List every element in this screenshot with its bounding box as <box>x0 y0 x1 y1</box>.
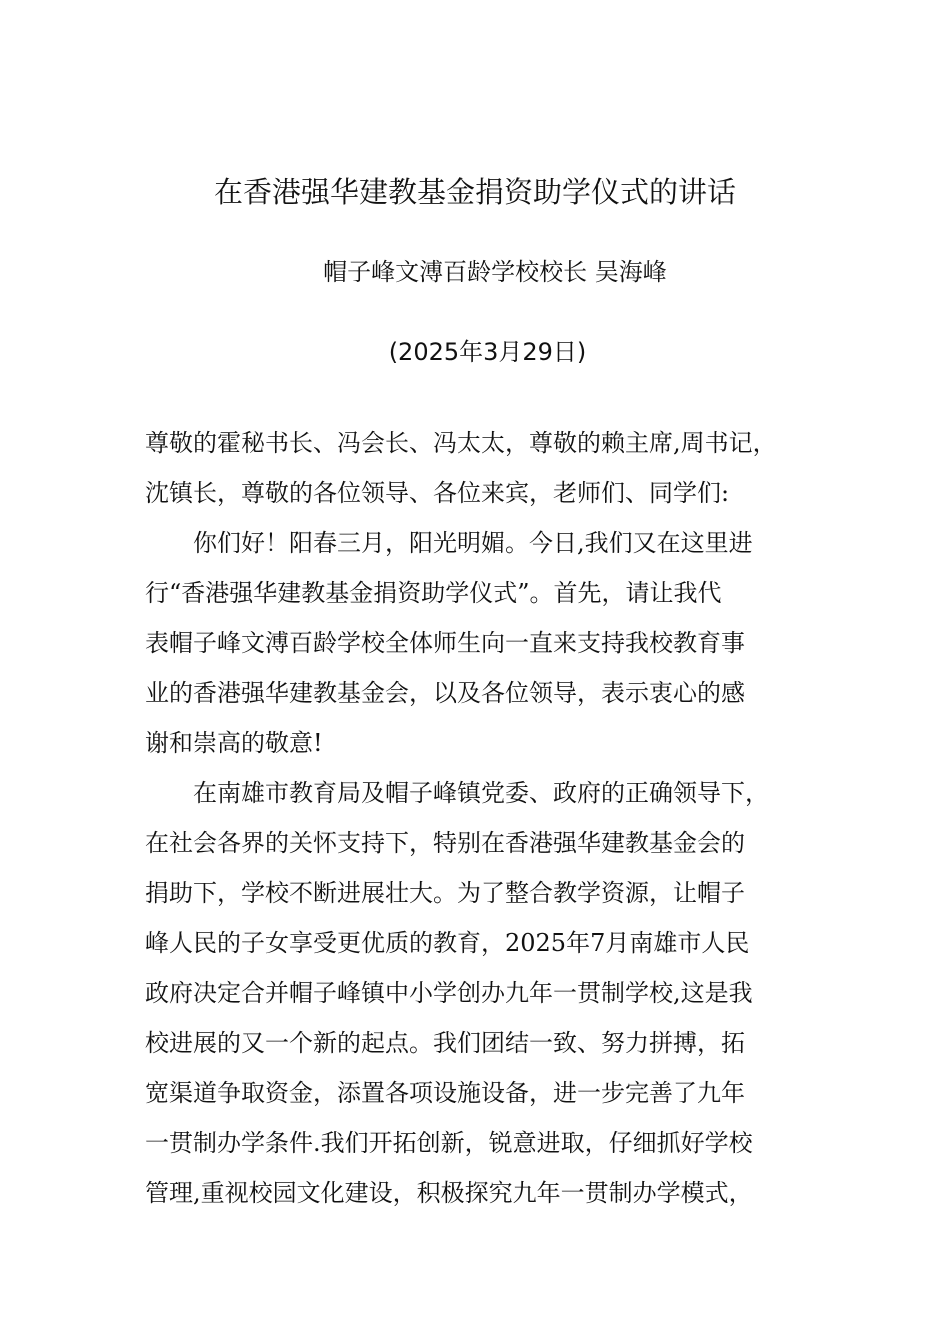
body-line: 捐助下，学校不断进展壮大。为了整合教学资源，让帽子 <box>145 879 745 907</box>
body-line: 表帽子峰文溥百龄学校全体师生向一直来支持我校教育事 <box>145 629 745 657</box>
body-line: 你们好！阳春三月，阳光明媚。今日,我们又在这里进 <box>145 529 753 557</box>
document-title: 在香港强华建教基金捐资助学仪式的讲话 <box>213 175 736 209</box>
body-line: 尊敬的霍秘书长、冯会长、冯太太，尊敬的赖主席,周书记， <box>145 429 777 457</box>
body-line: 业的香港强华建教基金会，以及各位领导，表示衷心的感 <box>145 679 745 707</box>
body-line: 在社会各界的关怀支持下，特别在香港强华建教基金会的 <box>145 829 745 857</box>
body-line: 谢和崇高的敬意! <box>145 729 323 757</box>
body-line: 沈镇长，尊敬的各位领导、各位来宾，老师们、同学们: <box>145 479 730 507</box>
body-line: 校进展的又一个新的起点。我们团结一致、努力拼搏，拓 <box>145 1029 745 1057</box>
body-line: 行“香港强华建教基金捐资助学仪式”。首先，请让我代 <box>145 579 722 607</box>
body-line: 管理,重视校园文化建设，积极探究九年一贯制办学模式， <box>145 1179 753 1207</box>
body-line: 政府决定合并帽子峰镇中小学创办九年一贯制学校,这是我 <box>145 979 753 1007</box>
body-line: 宽渠道争取资金，添置各项设施设备，进一步完善了九年 <box>145 1079 745 1107</box>
speaker-line: 帽子峰文溥百龄学校校长 吴海峰 <box>323 258 667 286</box>
speech-date: (2025年3月29日) <box>388 338 587 366</box>
body-line: 峰人民的子女享受更优质的教育，2025年7月南雄市人民 <box>145 929 750 957</box>
body-line: 一贯制办学条件.我们开拓创新，锐意进取，仔细抓好学校 <box>145 1129 753 1157</box>
body-line: 在南雄市教育局及帽子峰镇党委、政府的正确领导下， <box>145 779 769 807</box>
speech-body <box>145 418 835 1218</box>
